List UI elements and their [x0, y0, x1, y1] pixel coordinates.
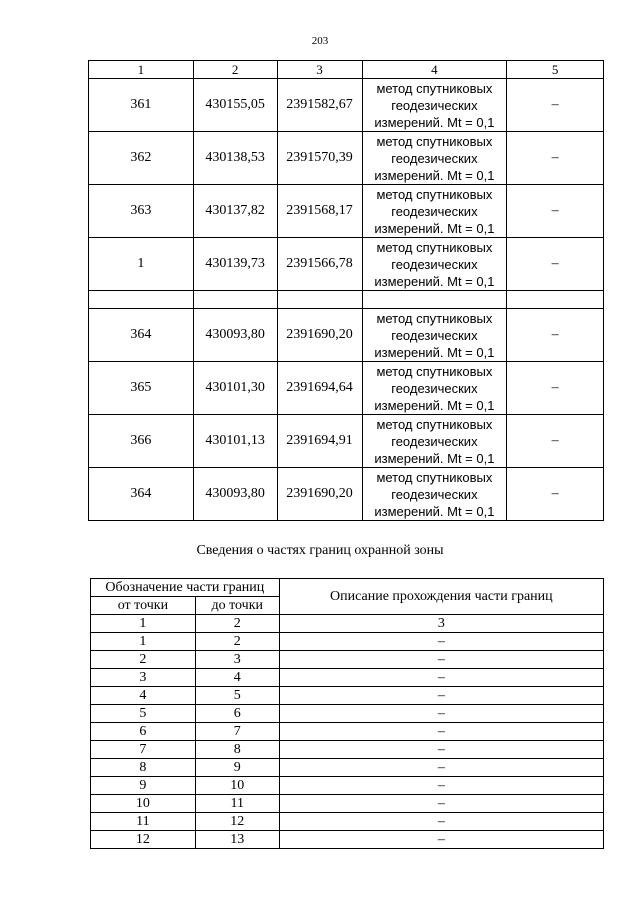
method-line: геодезических — [391, 203, 478, 219]
from-point: 4 — [91, 687, 196, 705]
coordinate-x: 430138,53 — [193, 132, 277, 185]
parts-column-numbers-row — [91, 615, 604, 633]
point-number: 1 — [89, 238, 194, 291]
method-line: измерений. Mt = 0,1 — [374, 397, 495, 413]
empty-separator-row — [89, 291, 604, 309]
table-row — [91, 633, 604, 651]
part-description: – — [279, 723, 603, 741]
column-number-2: 2 — [193, 61, 277, 79]
part-description: – — [279, 687, 603, 705]
to-point: 2 — [195, 633, 279, 651]
method-line: метод спутниковых — [376, 80, 493, 96]
column-number-1: 1 — [89, 61, 194, 79]
method-line: метод спутниковых — [376, 416, 493, 432]
section-title: Сведения о частях границ охранной зоны — [196, 543, 444, 558]
note: – — [507, 238, 604, 291]
point-number: 361 — [89, 79, 194, 132]
method-line: метод спутниковых — [376, 186, 493, 202]
point-number: 364 — [89, 309, 194, 362]
table-row — [91, 759, 604, 777]
table-row — [91, 777, 604, 795]
part-description: – — [279, 633, 603, 651]
part-description: – — [279, 705, 603, 723]
part-description: – — [279, 741, 603, 759]
point-number: 364 — [89, 468, 194, 521]
coordinate-y: 2391568,17 — [277, 185, 362, 238]
coordinate-y: 2391694,91 — [277, 415, 362, 468]
empty-cell — [277, 291, 362, 309]
method-line: измерений. Mt = 0,1 — [374, 503, 495, 519]
method-line: геодезических — [391, 380, 478, 396]
table-row — [89, 415, 604, 468]
note: – — [507, 309, 604, 362]
description-header: Описание прохождения части границ — [279, 579, 603, 615]
method-line: геодезических — [391, 327, 478, 343]
table-row — [91, 687, 604, 705]
to-point: 12 — [195, 813, 279, 831]
method-line: измерений. Mt = 0,1 — [374, 450, 495, 466]
to-point: 6 — [195, 705, 279, 723]
table-row — [91, 795, 604, 813]
to-point: 9 — [195, 759, 279, 777]
method-line: измерений. Mt = 0,1 — [374, 114, 495, 130]
empty-cell — [507, 291, 604, 309]
point-number: 366 — [89, 415, 194, 468]
method-description — [362, 468, 507, 521]
boundary-parts-table — [90, 578, 604, 849]
to-point: 3 — [195, 651, 279, 669]
method-line: геодезических — [391, 256, 478, 272]
coordinate-x: 430093,80 — [193, 468, 277, 521]
to-point: 8 — [195, 741, 279, 759]
column-number-5: 5 — [507, 61, 604, 79]
to-point: 5 — [195, 687, 279, 705]
table-row — [91, 669, 604, 687]
part-description: – — [279, 813, 603, 831]
coordinate-y: 2391690,20 — [277, 468, 362, 521]
method-description — [362, 415, 507, 468]
coordinate-x: 430139,73 — [193, 238, 277, 291]
table-row — [89, 238, 604, 291]
to-point: 4 — [195, 669, 279, 687]
table-row — [91, 705, 604, 723]
page-number: 203 — [311, 35, 329, 47]
table-row — [91, 741, 604, 759]
to-point: 13 — [195, 831, 279, 849]
table-row — [91, 831, 604, 849]
coordinate-y: 2391570,39 — [277, 132, 362, 185]
from-point: 9 — [91, 777, 196, 795]
coordinates-table — [88, 60, 604, 521]
method-line: измерений. Mt = 0,1 — [374, 220, 495, 236]
column-number-4: 4 — [362, 61, 507, 79]
to-point: 7 — [195, 723, 279, 741]
method-description — [362, 185, 507, 238]
from-point: 3 — [91, 669, 196, 687]
method-line: метод спутниковых — [376, 310, 493, 326]
to-point-header: до точки — [195, 597, 279, 615]
method-description — [362, 79, 507, 132]
method-line: геодезических — [391, 150, 478, 166]
from-point: 6 — [91, 723, 196, 741]
coordinate-x: 430101,13 — [193, 415, 277, 468]
part-description: – — [279, 759, 603, 777]
from-point: 7 — [91, 741, 196, 759]
to-point: 11 — [195, 795, 279, 813]
note: – — [507, 415, 604, 468]
note: – — [507, 185, 604, 238]
method-line: измерений. Mt = 0,1 — [374, 344, 495, 360]
note: – — [507, 132, 604, 185]
from-point: 10 — [91, 795, 196, 813]
point-number: 362 — [89, 132, 194, 185]
coordinate-y: 2391690,20 — [277, 309, 362, 362]
table-row — [89, 362, 604, 415]
method-line: метод спутниковых — [376, 239, 493, 255]
empty-cell — [89, 291, 194, 309]
empty-cell — [193, 291, 277, 309]
column-number-3: 3 — [277, 61, 362, 79]
method-line: метод спутниковых — [376, 133, 493, 149]
column-number-3: 3 — [279, 615, 603, 633]
note: – — [507, 362, 604, 415]
note: – — [507, 468, 604, 521]
coordinate-x: 430101,30 — [193, 362, 277, 415]
column-number-1: 1 — [91, 615, 196, 633]
coordinate-x: 430137,82 — [193, 185, 277, 238]
table-row — [91, 651, 604, 669]
method-line: измерений. Mt = 0,1 — [374, 167, 495, 183]
method-description — [362, 309, 507, 362]
method-line: геодезических — [391, 433, 478, 449]
method-description — [362, 238, 507, 291]
from-point-header: от точки — [91, 597, 196, 615]
method-description — [362, 362, 507, 415]
parts-header-row — [91, 579, 604, 597]
coordinate-y: 2391582,67 — [277, 79, 362, 132]
from-point: 1 — [91, 633, 196, 651]
to-point: 10 — [195, 777, 279, 795]
coordinates-header-row — [89, 61, 604, 79]
coordinate-y: 2391566,78 — [277, 238, 362, 291]
coordinate-x: 430155,05 — [193, 79, 277, 132]
from-point: 12 — [91, 831, 196, 849]
coordinate-y: 2391694,64 — [277, 362, 362, 415]
table-row — [89, 309, 604, 362]
designation-header: Обозначение части границ — [91, 579, 280, 597]
table-row — [89, 79, 604, 132]
table-row — [89, 185, 604, 238]
method-line: метод спутниковых — [376, 469, 493, 485]
method-line: измерений. Mt = 0,1 — [374, 273, 495, 289]
from-point: 2 — [91, 651, 196, 669]
method-line: метод спутниковых — [376, 363, 493, 379]
from-point: 11 — [91, 813, 196, 831]
point-number: 365 — [89, 362, 194, 415]
part-description: – — [279, 669, 603, 687]
column-number-2: 2 — [195, 615, 279, 633]
table-row — [89, 468, 604, 521]
method-line: геодезических — [391, 97, 478, 113]
empty-cell — [362, 291, 507, 309]
method-description — [362, 132, 507, 185]
method-line: геодезических — [391, 486, 478, 502]
table-row — [89, 132, 604, 185]
coordinate-x: 430093,80 — [193, 309, 277, 362]
note: – — [507, 79, 604, 132]
table-row — [91, 723, 604, 741]
part-description: – — [279, 795, 603, 813]
table-row — [91, 813, 604, 831]
from-point: 8 — [91, 759, 196, 777]
part-description: – — [279, 831, 603, 849]
part-description: – — [279, 651, 603, 669]
from-point: 5 — [91, 705, 196, 723]
part-description: – — [279, 777, 603, 795]
point-number: 363 — [89, 185, 194, 238]
